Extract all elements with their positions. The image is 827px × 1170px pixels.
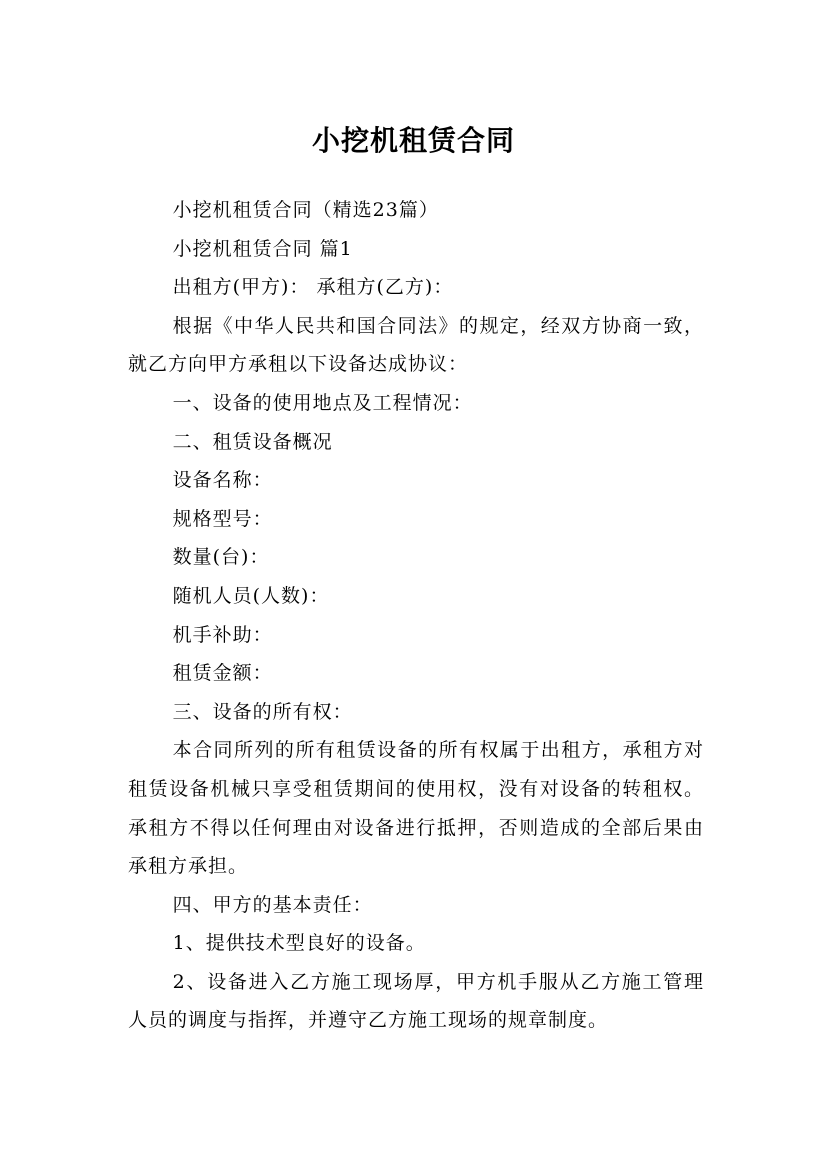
paragraph-subtitle: 小挖机租赁合同（精选23篇） (172, 199, 439, 221)
paragraph-staff-count: 随机人员(人数)： (172, 584, 330, 607)
paragraph-parties: 出租方(甲方)： 承租方(乙方)： (172, 276, 454, 299)
paragraph-preamble: 根据《中华人民共和国合同法》的规定，经双方协商一致，就乙方向甲方承租以下设备达成协议： (128, 314, 704, 376)
paragraph-equipment-quantity: 数量(台)： (172, 546, 270, 569)
paragraph-equipment-name: 设备名称： (172, 469, 273, 492)
paragraph-equipment-model: 规格型号： (172, 507, 273, 530)
paragraph-section-heading: 小挖机租赁合同 篇1 (172, 237, 353, 260)
paragraph-ownership-terms: 本合同所列的所有租赁设备的所有权属于出租方，承租方对租赁设备机械只享受租赁期间的使用权，没有对设备的转租权。承租方不得以任何理由对设备进行抵押，否则造成的全部后果由承租方承担。 (128, 739, 704, 878)
paragraph-operator-allowance: 机手补助： (172, 623, 273, 646)
paragraph-clause-4-heading: 四、甲方的基本责任： (172, 893, 373, 916)
paragraph-rental-amount: 租赁金额： (172, 662, 273, 685)
paragraph-responsibility-2: 2、设备进入乙方施工现场厚，甲方机手服从乙方施工管理人员的调度与指挥，并遵守乙方施工现场的规章制度。 (128, 970, 704, 1032)
paragraph-clause-3-heading: 三、设备的所有权： (172, 700, 353, 723)
paragraph-responsibility-1: 1、提供技术型良好的设备。 (172, 932, 426, 955)
paragraph-clause-1-heading: 一、设备的使用地点及工程情况： (172, 391, 473, 414)
document-title: 小挖机租赁合同 (311, 123, 515, 157)
paragraph-clause-2-heading: 二、租赁设备概况 (172, 430, 333, 453)
document-body (128, 191, 704, 1040)
